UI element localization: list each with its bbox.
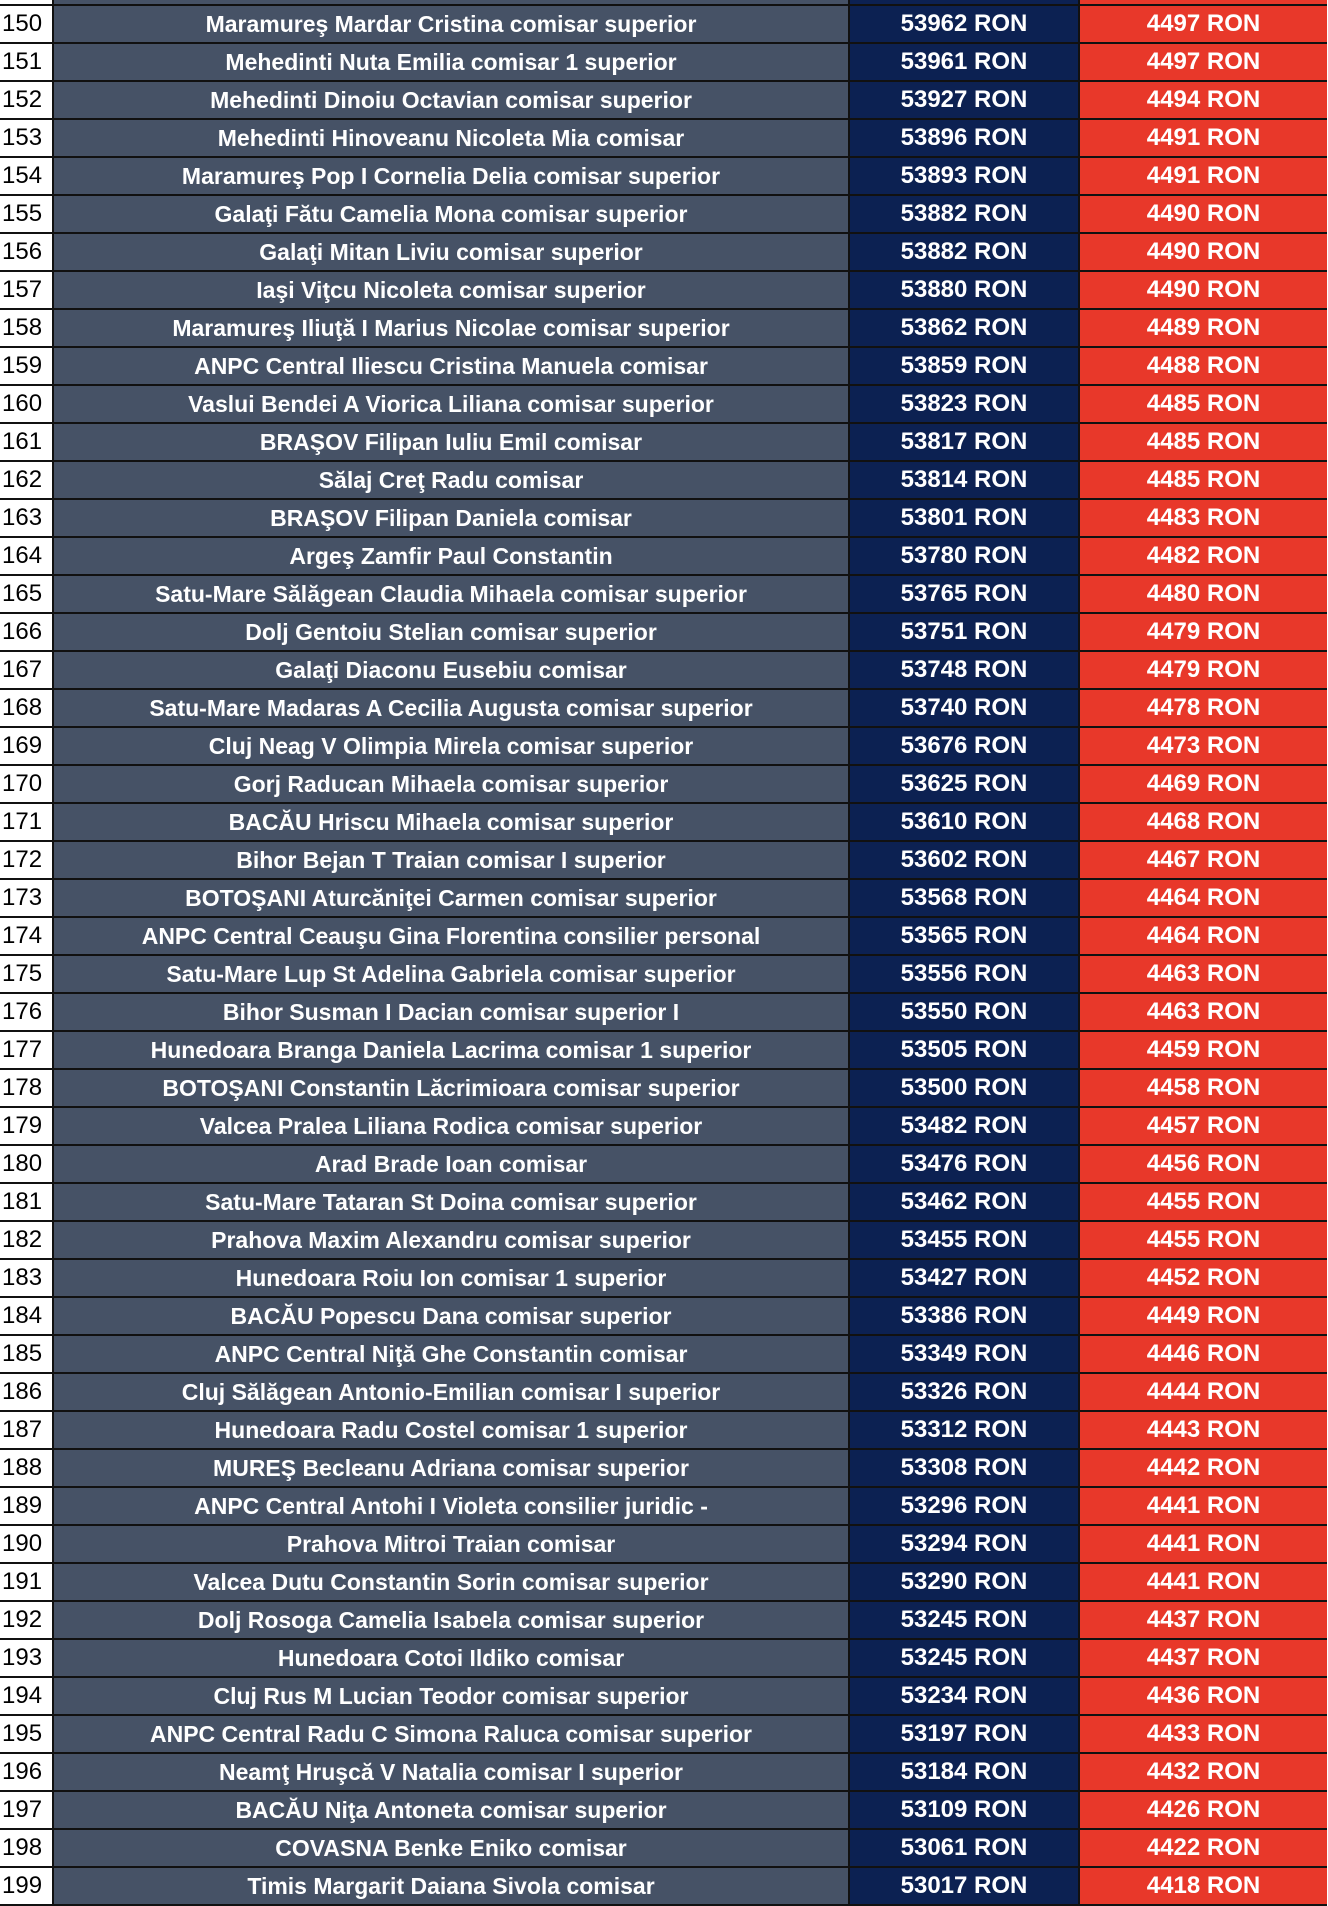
annual-income-cell[interactable]: 53476 RON: [850, 1146, 1080, 1184]
annual-income-cell[interactable]: 53740 RON: [850, 690, 1080, 728]
employee-name-cell[interactable]: Dolj Gentoiu Stelian comisar superior: [54, 614, 850, 652]
table-row[interactable]: [0, 804, 1328, 842]
row-number-cell[interactable]: 195: [0, 1716, 54, 1754]
monthly-income-cell[interactable]: 4437 RON: [1080, 1602, 1327, 1640]
annual-income-cell[interactable]: 53765 RON: [850, 576, 1080, 614]
table-row[interactable]: [0, 1830, 1328, 1868]
employee-name-cell[interactable]: Satu-Mare Sălăgean Claudia Mihaela comisar superior: [54, 576, 850, 614]
row-number-cell[interactable]: 163: [0, 500, 54, 538]
employee-name-cell[interactable]: Cluj Neag V Olimpia Mirela comisar superior: [54, 728, 850, 766]
monthly-income-cell[interactable]: 4443 RON: [1080, 1412, 1327, 1450]
row-number-cell[interactable]: 173: [0, 880, 54, 918]
row-number-cell[interactable]: 198: [0, 1830, 54, 1868]
annual-income-cell[interactable]: 53814 RON: [850, 462, 1080, 500]
employee-name-cell[interactable]: ANPC Central Ceauşu Gina Florentina consilier personal: [54, 918, 850, 956]
monthly-income-cell[interactable]: 4446 RON: [1080, 1336, 1327, 1374]
monthly-income-cell[interactable]: 4478 RON: [1080, 690, 1327, 728]
table-row[interactable]: [0, 196, 1328, 234]
row-number-cell[interactable]: 176: [0, 994, 54, 1032]
employee-name-cell[interactable]: BACĂU Niţa Antoneta comisar superior: [54, 1792, 850, 1830]
annual-income-cell[interactable]: 53882 RON: [850, 196, 1080, 234]
annual-income-cell[interactable]: 53234 RON: [850, 1678, 1080, 1716]
employee-name-cell[interactable]: Mehedinti Dinoiu Octavian comisar superior: [54, 82, 850, 120]
row-number-cell[interactable]: 192: [0, 1602, 54, 1640]
table-row[interactable]: [0, 1564, 1328, 1602]
employee-name-cell[interactable]: Gorj Raducan Mihaela comisar superior: [54, 766, 850, 804]
annual-income-cell[interactable]: 53500 RON: [850, 1070, 1080, 1108]
employee-name-cell[interactable]: Galaţi Fătu Camelia Mona comisar superior: [54, 196, 850, 234]
monthly-income-cell[interactable]: 4432 RON: [1080, 1754, 1327, 1792]
table-row[interactable]: [0, 880, 1328, 918]
monthly-income-cell[interactable]: 4459 RON: [1080, 1032, 1327, 1070]
table-row[interactable]: [0, 120, 1328, 158]
annual-income-cell[interactable]: 53602 RON: [850, 842, 1080, 880]
employee-name-cell[interactable]: Maramureş Iliuţă I Marius Nicolae comisar superior: [54, 310, 850, 348]
monthly-income-cell[interactable]: 4458 RON: [1080, 1070, 1327, 1108]
row-number-cell[interactable]: 156: [0, 234, 54, 272]
monthly-income-cell[interactable]: 4426 RON: [1080, 1792, 1327, 1830]
annual-income-cell[interactable]: 53427 RON: [850, 1260, 1080, 1298]
monthly-income-cell[interactable]: 4480 RON: [1080, 576, 1327, 614]
annual-income-cell[interactable]: 53927 RON: [850, 82, 1080, 120]
employee-name-cell[interactable]: Hunedoara Roiu Ion comisar 1 superior: [54, 1260, 850, 1298]
monthly-income-cell[interactable]: 4491 RON: [1080, 120, 1327, 158]
table-row[interactable]: [0, 234, 1328, 272]
monthly-income-cell[interactable]: 4433 RON: [1080, 1716, 1327, 1754]
annual-income-cell[interactable]: 53676 RON: [850, 728, 1080, 766]
table-row[interactable]: [0, 994, 1328, 1032]
row-number-cell[interactable]: 181: [0, 1184, 54, 1222]
row-number-cell[interactable]: 183: [0, 1260, 54, 1298]
employee-name-cell[interactable]: Hunedoara Radu Costel comisar 1 superior: [54, 1412, 850, 1450]
table-row[interactable]: [0, 500, 1328, 538]
monthly-income-cell[interactable]: 4494 RON: [1080, 82, 1327, 120]
monthly-income-cell[interactable]: 4455 RON: [1080, 1222, 1327, 1260]
row-number-cell[interactable]: 172: [0, 842, 54, 880]
row-number-cell[interactable]: 175: [0, 956, 54, 994]
row-number-cell[interactable]: 196: [0, 1754, 54, 1792]
employee-name-cell[interactable]: Maramureş Pop I Cornelia Delia comisar superior: [54, 158, 850, 196]
employee-name-cell[interactable]: Galaţi Mitan Liviu comisar superior: [54, 234, 850, 272]
table-row[interactable]: [0, 424, 1328, 462]
row-number-cell[interactable]: 194: [0, 1678, 54, 1716]
employee-name-cell[interactable]: COVASNA Benke Eniko comisar: [54, 1830, 850, 1868]
annual-income-cell[interactable]: 53896 RON: [850, 120, 1080, 158]
table-row[interactable]: [0, 310, 1328, 348]
table-row[interactable]: [0, 1146, 1328, 1184]
annual-income-cell[interactable]: 53823 RON: [850, 386, 1080, 424]
monthly-income-cell[interactable]: 4479 RON: [1080, 652, 1327, 690]
row-number-cell[interactable]: 197: [0, 1792, 54, 1830]
row-number-cell[interactable]: 199: [0, 1868, 54, 1906]
employee-name-cell[interactable]: Prahova Maxim Alexandru comisar superior: [54, 1222, 850, 1260]
row-number-cell[interactable]: 185: [0, 1336, 54, 1374]
row-number-cell[interactable]: 153: [0, 120, 54, 158]
row-number-cell[interactable]: 155: [0, 196, 54, 234]
employee-name-cell[interactable]: Galaţi Diaconu Eusebiu comisar: [54, 652, 850, 690]
annual-income-cell[interactable]: 53961 RON: [850, 44, 1080, 82]
table-row[interactable]: [0, 6, 1328, 44]
employee-name-cell[interactable]: Satu-Mare Madaras A Cecilia Augusta comisar superior: [54, 690, 850, 728]
employee-name-cell[interactable]: Satu-Mare Tataran St Doina comisar superior: [54, 1184, 850, 1222]
employee-name-cell[interactable]: Hunedoara Cotoi Ildiko comisar: [54, 1640, 850, 1678]
monthly-income-cell[interactable]: 4464 RON: [1080, 918, 1327, 956]
row-number-cell[interactable]: 157: [0, 272, 54, 310]
row-number-cell[interactable]: 152: [0, 82, 54, 120]
table-row[interactable]: [0, 766, 1328, 804]
row-number-cell[interactable]: 178: [0, 1070, 54, 1108]
table-row[interactable]: [0, 1488, 1328, 1526]
monthly-income-cell[interactable]: 4456 RON: [1080, 1146, 1327, 1184]
annual-income-cell[interactable]: 53893 RON: [850, 158, 1080, 196]
table-row[interactable]: [0, 728, 1328, 766]
employee-name-cell[interactable]: MUREŞ Becleanu Adriana comisar superior: [54, 1450, 850, 1488]
row-number-cell[interactable]: 161: [0, 424, 54, 462]
employee-name-cell[interactable]: BRAŞOV Filipan Iuliu Emil comisar: [54, 424, 850, 462]
employee-name-cell[interactable]: BACĂU Popescu Dana comisar superior: [54, 1298, 850, 1336]
monthly-income-cell[interactable]: 4483 RON: [1080, 500, 1327, 538]
annual-income-cell[interactable]: 53505 RON: [850, 1032, 1080, 1070]
table-row[interactable]: [0, 652, 1328, 690]
row-number-cell[interactable]: 151: [0, 44, 54, 82]
monthly-income-cell[interactable]: 4442 RON: [1080, 1450, 1327, 1488]
employee-name-cell[interactable]: Argeş Zamfir Paul Constantin: [54, 538, 850, 576]
table-row[interactable]: [0, 1450, 1328, 1488]
monthly-income-cell[interactable]: 4463 RON: [1080, 994, 1327, 1032]
employee-name-cell[interactable]: ANPC Central Antohi I Violeta consilier juridic -: [54, 1488, 850, 1526]
employee-name-cell[interactable]: BOTOŞANI Aturcăniţei Carmen comisar superior: [54, 880, 850, 918]
row-number-cell[interactable]: 167: [0, 652, 54, 690]
annual-income-cell[interactable]: 53482 RON: [850, 1108, 1080, 1146]
row-number-cell[interactable]: 169: [0, 728, 54, 766]
monthly-income-cell[interactable]: 4489 RON: [1080, 310, 1327, 348]
row-number-cell[interactable]: 184: [0, 1298, 54, 1336]
monthly-income-cell[interactable]: 4464 RON: [1080, 880, 1327, 918]
row-number-cell[interactable]: 170: [0, 766, 54, 804]
employee-name-cell[interactable]: Timis Margarit Daiana Sivola comisar: [54, 1868, 850, 1906]
monthly-income-cell[interactable]: 4485 RON: [1080, 462, 1327, 500]
employee-name-cell[interactable]: ANPC Central Radu C Simona Raluca comisar superior: [54, 1716, 850, 1754]
employee-name-cell[interactable]: BACĂU Hriscu Mihaela comisar superior: [54, 804, 850, 842]
table-row[interactable]: [0, 348, 1328, 386]
annual-income-cell[interactable]: 53962 RON: [850, 6, 1080, 44]
monthly-income-cell[interactable]: 4473 RON: [1080, 728, 1327, 766]
employee-name-cell[interactable]: BOTOŞANI Constantin Lăcrimioara comisar superior: [54, 1070, 850, 1108]
table-row[interactable]: [0, 272, 1328, 310]
employee-name-cell[interactable]: ANPC Central Niţă Ghe Constantin comisar: [54, 1336, 850, 1374]
annual-income-cell[interactable]: 53296 RON: [850, 1488, 1080, 1526]
monthly-income-cell[interactable]: 4490 RON: [1080, 272, 1327, 310]
annual-income-cell[interactable]: 53349 RON: [850, 1336, 1080, 1374]
annual-income-cell[interactable]: 53880 RON: [850, 272, 1080, 310]
annual-income-cell[interactable]: 53565 RON: [850, 918, 1080, 956]
annual-income-cell[interactable]: 53556 RON: [850, 956, 1080, 994]
annual-income-cell[interactable]: 53290 RON: [850, 1564, 1080, 1602]
annual-income-cell[interactable]: 53184 RON: [850, 1754, 1080, 1792]
employee-name-cell[interactable]: Sălaj Creţ Radu comisar: [54, 462, 850, 500]
annual-income-cell[interactable]: 53462 RON: [850, 1184, 1080, 1222]
row-number-cell[interactable]: 174: [0, 918, 54, 956]
annual-income-cell[interactable]: 53625 RON: [850, 766, 1080, 804]
table-row[interactable]: [0, 1678, 1328, 1716]
employee-name-cell[interactable]: Neamţ Hruşcă V Natalia comisar I superior: [54, 1754, 850, 1792]
row-number-cell[interactable]: 166: [0, 614, 54, 652]
row-number-cell[interactable]: 154: [0, 158, 54, 196]
table-row[interactable]: [0, 386, 1328, 424]
row-number-cell[interactable]: 186: [0, 1374, 54, 1412]
monthly-income-cell[interactable]: 4468 RON: [1080, 804, 1327, 842]
row-number-cell[interactable]: 182: [0, 1222, 54, 1260]
annual-income-cell[interactable]: 53882 RON: [850, 234, 1080, 272]
annual-income-cell[interactable]: 53550 RON: [850, 994, 1080, 1032]
annual-income-cell[interactable]: 53817 RON: [850, 424, 1080, 462]
monthly-income-cell[interactable]: 4441 RON: [1080, 1564, 1327, 1602]
employee-name-cell[interactable]: BRAŞOV Filipan Daniela comisar: [54, 500, 850, 538]
table-row[interactable]: [0, 918, 1328, 956]
employee-name-cell[interactable]: Valcea Dutu Constantin Sorin comisar superior: [54, 1564, 850, 1602]
row-number-cell[interactable]: 168: [0, 690, 54, 728]
table-row[interactable]: [0, 1260, 1328, 1298]
table-row[interactable]: [0, 956, 1328, 994]
table-row[interactable]: [0, 576, 1328, 614]
table-row[interactable]: [0, 82, 1328, 120]
annual-income-cell[interactable]: 53862 RON: [850, 310, 1080, 348]
table-row[interactable]: [0, 1374, 1328, 1412]
annual-income-cell[interactable]: 53197 RON: [850, 1716, 1080, 1754]
monthly-income-cell[interactable]: 4463 RON: [1080, 956, 1327, 994]
table-row[interactable]: [0, 158, 1328, 196]
annual-income-cell[interactable]: 53245 RON: [850, 1602, 1080, 1640]
row-number-cell[interactable]: 158: [0, 310, 54, 348]
monthly-income-cell[interactable]: 4485 RON: [1080, 424, 1327, 462]
employee-name-cell[interactable]: Maramureş Mardar Cristina comisar superior: [54, 6, 850, 44]
annual-income-cell[interactable]: 53294 RON: [850, 1526, 1080, 1564]
employee-name-cell[interactable]: Prahova Mitroi Traian comisar: [54, 1526, 850, 1564]
monthly-income-cell[interactable]: 4441 RON: [1080, 1488, 1327, 1526]
row-number-cell[interactable]: 191: [0, 1564, 54, 1602]
table-row[interactable]: [0, 1070, 1328, 1108]
employee-name-cell[interactable]: Mehedinti Hinoveanu Nicoleta Mia comisar: [54, 120, 850, 158]
employee-name-cell[interactable]: Iaşi Viţcu Nicoleta comisar superior: [54, 272, 850, 310]
row-number-cell[interactable]: 193: [0, 1640, 54, 1678]
table-row[interactable]: [0, 44, 1328, 82]
monthly-income-cell[interactable]: 4455 RON: [1080, 1184, 1327, 1222]
row-number-cell[interactable]: 179: [0, 1108, 54, 1146]
monthly-income-cell[interactable]: 4488 RON: [1080, 348, 1327, 386]
table-row[interactable]: [0, 1222, 1328, 1260]
monthly-income-cell[interactable]: 4485 RON: [1080, 386, 1327, 424]
table-row[interactable]: [0, 1108, 1328, 1146]
employee-name-cell[interactable]: ANPC Central Iliescu Cristina Manuela comisar: [54, 348, 850, 386]
annual-income-cell[interactable]: 53109 RON: [850, 1792, 1080, 1830]
monthly-income-cell[interactable]: 4490 RON: [1080, 196, 1327, 234]
row-number-cell[interactable]: 187: [0, 1412, 54, 1450]
row-number-cell[interactable]: 180: [0, 1146, 54, 1184]
monthly-income-cell[interactable]: 4490 RON: [1080, 234, 1327, 272]
table-row[interactable]: [0, 1602, 1328, 1640]
employee-name-cell[interactable]: Bihor Bejan T Traian comisar I superior: [54, 842, 850, 880]
monthly-income-cell[interactable]: 4457 RON: [1080, 1108, 1327, 1146]
annual-income-cell[interactable]: 53859 RON: [850, 348, 1080, 386]
annual-income-cell[interactable]: 53751 RON: [850, 614, 1080, 652]
monthly-income-cell[interactable]: 4449 RON: [1080, 1298, 1327, 1336]
monthly-income-cell[interactable]: 4467 RON: [1080, 842, 1327, 880]
table-row[interactable]: [0, 1184, 1328, 1222]
employee-name-cell[interactable]: Arad Brade Ioan comisar: [54, 1146, 850, 1184]
monthly-income-cell[interactable]: 4497 RON: [1080, 6, 1327, 44]
table-row[interactable]: [0, 1526, 1328, 1564]
monthly-income-cell[interactable]: 4436 RON: [1080, 1678, 1327, 1716]
row-number-cell[interactable]: 177: [0, 1032, 54, 1070]
table-row[interactable]: [0, 538, 1328, 576]
employee-name-cell[interactable]: Mehedinti Nuta Emilia comisar 1 superior: [54, 44, 850, 82]
monthly-income-cell[interactable]: 4418 RON: [1080, 1868, 1327, 1906]
annual-income-cell[interactable]: 53308 RON: [850, 1450, 1080, 1488]
monthly-income-cell[interactable]: 4452 RON: [1080, 1260, 1327, 1298]
monthly-income-cell[interactable]: 4422 RON: [1080, 1830, 1327, 1868]
table-row[interactable]: [0, 1640, 1328, 1678]
monthly-income-cell[interactable]: 4469 RON: [1080, 766, 1327, 804]
monthly-income-cell[interactable]: 4444 RON: [1080, 1374, 1327, 1412]
row-number-cell[interactable]: 189: [0, 1488, 54, 1526]
table-row[interactable]: [0, 614, 1328, 652]
annual-income-cell[interactable]: 53801 RON: [850, 500, 1080, 538]
monthly-income-cell[interactable]: 4491 RON: [1080, 158, 1327, 196]
row-number-cell[interactable]: 171: [0, 804, 54, 842]
row-number-cell[interactable]: 150: [0, 6, 54, 44]
table-row[interactable]: [0, 1716, 1328, 1754]
table-row[interactable]: [0, 1336, 1328, 1374]
row-number-cell[interactable]: 160: [0, 386, 54, 424]
annual-income-cell[interactable]: 53312 RON: [850, 1412, 1080, 1450]
monthly-income-cell[interactable]: 4482 RON: [1080, 538, 1327, 576]
employee-name-cell[interactable]: Hunedoara Branga Daniela Lacrima comisar 1 superior: [54, 1032, 850, 1070]
row-number-cell[interactable]: 190: [0, 1526, 54, 1564]
annual-income-cell[interactable]: 53455 RON: [850, 1222, 1080, 1260]
table-row[interactable]: [0, 1754, 1328, 1792]
annual-income-cell[interactable]: 53568 RON: [850, 880, 1080, 918]
employee-name-cell[interactable]: Satu-Mare Lup St Adelina Gabriela comisar superior: [54, 956, 850, 994]
annual-income-cell[interactable]: 53245 RON: [850, 1640, 1080, 1678]
table-row[interactable]: [0, 1868, 1328, 1906]
annual-income-cell[interactable]: 53061 RON: [850, 1830, 1080, 1868]
table-row[interactable]: [0, 1792, 1328, 1830]
monthly-income-cell[interactable]: 4479 RON: [1080, 614, 1327, 652]
table-row[interactable]: [0, 1412, 1328, 1450]
table-row[interactable]: [0, 1032, 1328, 1070]
employee-name-cell[interactable]: Vaslui Bendei A Viorica Liliana comisar superior: [54, 386, 850, 424]
table-row[interactable]: [0, 842, 1328, 880]
employee-name-cell[interactable]: Cluj Rus M Lucian Teodor comisar superior: [54, 1678, 850, 1716]
row-number-cell[interactable]: 188: [0, 1450, 54, 1488]
table-row[interactable]: [0, 462, 1328, 500]
annual-income-cell[interactable]: 53748 RON: [850, 652, 1080, 690]
monthly-income-cell[interactable]: 4497 RON: [1080, 44, 1327, 82]
row-number-cell[interactable]: 159: [0, 348, 54, 386]
table-row[interactable]: [0, 690, 1328, 728]
employee-name-cell[interactable]: Valcea Pralea Liliana Rodica comisar superior: [54, 1108, 850, 1146]
employee-name-cell[interactable]: Bihor Susman I Dacian comisar superior I: [54, 994, 850, 1032]
annual-income-cell[interactable]: 53610 RON: [850, 804, 1080, 842]
row-number-cell[interactable]: 164: [0, 538, 54, 576]
row-number-cell[interactable]: 162: [0, 462, 54, 500]
monthly-income-cell[interactable]: 4437 RON: [1080, 1640, 1327, 1678]
annual-income-cell[interactable]: 53017 RON: [850, 1868, 1080, 1906]
row-number-cell[interactable]: 165: [0, 576, 54, 614]
employee-name-cell[interactable]: Dolj Rosoga Camelia Isabela comisar superior: [54, 1602, 850, 1640]
annual-income-cell[interactable]: 53326 RON: [850, 1374, 1080, 1412]
annual-income-cell[interactable]: 53386 RON: [850, 1298, 1080, 1336]
table-row[interactable]: [0, 1298, 1328, 1336]
employee-name-cell[interactable]: Cluj Sălăgean Antonio-Emilian comisar I superior: [54, 1374, 850, 1412]
monthly-income-cell[interactable]: 4441 RON: [1080, 1526, 1327, 1564]
annual-income-cell[interactable]: 53780 RON: [850, 538, 1080, 576]
